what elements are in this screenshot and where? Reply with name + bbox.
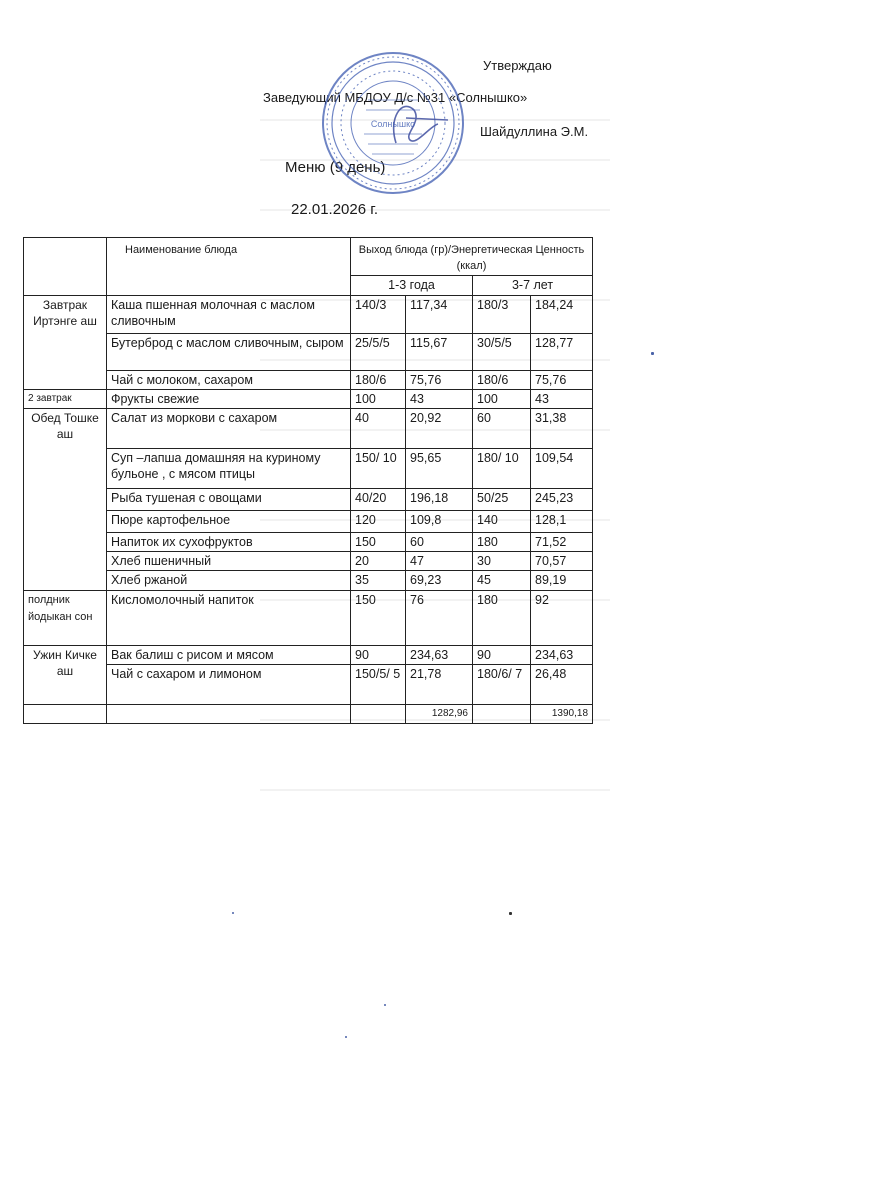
dish-name-header: Наименование блюда	[107, 238, 351, 296]
dish-name: Чай с сахаром и лимоном	[107, 665, 351, 705]
weight-1-3: 35	[351, 571, 406, 591]
table-row	[24, 571, 593, 591]
weight-1-3: 150	[351, 533, 406, 552]
weight-3-7: 30/5/5	[473, 334, 531, 371]
dish-name: Чай с молоком, сахаром	[107, 371, 351, 390]
totals-empty-cell	[24, 705, 107, 724]
weight-1-3: 180/6	[351, 371, 406, 390]
svg-text:Солнышко: Солнышко	[370, 119, 416, 129]
weight-1-3: 150/ 10	[351, 449, 406, 489]
weight-3-7: 180/6	[473, 371, 531, 390]
energy-3-7: 234,63	[531, 646, 593, 665]
approval-label: Утверждаю	[483, 58, 552, 73]
dish-name: Салат из моркови с сахаром	[107, 409, 351, 449]
weight-3-7: 180	[473, 533, 531, 552]
total-energy-3-7: 1390,18	[531, 705, 593, 724]
table-header-row	[24, 238, 593, 276]
meal-header-cell	[24, 238, 107, 296]
table-row	[24, 334, 593, 371]
energy-3-7: 128,77	[531, 334, 593, 371]
weight-1-3: 100	[351, 390, 406, 409]
dish-name: Суп –лапша домашняя на куриному бульоне , с мясом птицы	[107, 449, 351, 489]
scan-speck	[651, 352, 654, 355]
table-row	[24, 533, 593, 552]
scan-speck	[509, 912, 512, 915]
weight-3-7: 140	[473, 511, 531, 533]
table-row	[24, 552, 593, 571]
head-title: Заведующий МБДОУ Д/с №31 «Солнышко»	[263, 90, 528, 105]
energy-1-3: 117,34	[406, 296, 473, 334]
energy-3-7: 71,52	[531, 533, 593, 552]
energy-3-7: 245,23	[531, 489, 593, 511]
table-row	[24, 489, 593, 511]
energy-1-3: 20,92	[406, 409, 473, 449]
dish-name: Каша пшенная молочная с маслом сливочным	[107, 296, 351, 334]
energy-1-3: 69,23	[406, 571, 473, 591]
totals-empty-cell	[351, 705, 406, 724]
energy-3-7: 43	[531, 390, 593, 409]
weight-1-3: 40/20	[351, 489, 406, 511]
scan-speck	[232, 912, 234, 914]
energy-3-7: 31,38	[531, 409, 593, 449]
weight-3-7: 100	[473, 390, 531, 409]
weight-3-7: 90	[473, 646, 531, 665]
table-row	[24, 371, 593, 390]
table-row	[24, 409, 593, 449]
weight-1-3: 25/5/5	[351, 334, 406, 371]
weight-3-7: 45	[473, 571, 531, 591]
energy-1-3: 76	[406, 591, 473, 646]
weight-3-7: 180/ 10	[473, 449, 531, 489]
age-group-1-header: 1-3 года	[351, 276, 473, 296]
stamp-seal-icon	[318, 48, 468, 198]
totals-empty-cell	[107, 705, 351, 724]
menu-table	[23, 237, 593, 724]
energy-3-7: 109,54	[531, 449, 593, 489]
energy-3-7: 89,19	[531, 571, 593, 591]
energy-3-7: 75,76	[531, 371, 593, 390]
energy-1-3: 47	[406, 552, 473, 571]
dish-name: Бутерброд с маслом сливочным, сыром	[107, 334, 351, 371]
energy-3-7: 92	[531, 591, 593, 646]
menu-date: 22.01.2026 г.	[291, 201, 379, 218]
dish-name: Напиток их сухофруктов	[107, 533, 351, 552]
energy-1-3: 115,67	[406, 334, 473, 371]
energy-1-3: 75,76	[406, 371, 473, 390]
dish-name: Хлеб пшеничный	[107, 552, 351, 571]
output-header: Выход блюда (гр)/Энергетическая Ценность (ккал)	[351, 238, 593, 276]
table-row	[24, 296, 593, 334]
scan-speck	[345, 1036, 347, 1038]
energy-1-3: 196,18	[406, 489, 473, 511]
weight-1-3: 20	[351, 552, 406, 571]
energy-3-7: 128,1	[531, 511, 593, 533]
dish-name: Кисломолочный напиток	[107, 591, 351, 646]
weight-3-7: 50/25	[473, 489, 531, 511]
energy-3-7: 70,57	[531, 552, 593, 571]
weight-3-7: 180	[473, 591, 531, 646]
table-row	[24, 646, 593, 665]
energy-1-3: 43	[406, 390, 473, 409]
energy-1-3: 21,78	[406, 665, 473, 705]
weight-1-3: 150	[351, 591, 406, 646]
meal-label-breakfast: Завтрак Иртэнге аш	[24, 296, 107, 390]
official-stamp	[318, 48, 468, 198]
weight-3-7: 180/3	[473, 296, 531, 334]
meal-label-lunch: Обед Тошке аш	[24, 409, 107, 591]
energy-1-3: 95,65	[406, 449, 473, 489]
weight-1-3: 40	[351, 409, 406, 449]
meal-label-second-breakfast: 2 завтрак	[24, 390, 107, 409]
age-group-2-header: 3-7 лет	[473, 276, 593, 296]
meal-label-dinner: Ужин Кичке аш	[24, 646, 107, 705]
energy-1-3: 60	[406, 533, 473, 552]
dish-name: Фрукты свежие	[107, 390, 351, 409]
table-row	[24, 665, 593, 705]
weight-1-3: 150/5/ 5	[351, 665, 406, 705]
signer-name: Шайдуллина Э.М.	[480, 124, 589, 139]
weight-1-3: 120	[351, 511, 406, 533]
energy-3-7: 26,48	[531, 665, 593, 705]
energy-1-3: 109,8	[406, 511, 473, 533]
weight-1-3: 140/3	[351, 296, 406, 334]
dish-name: Рыба тушеная с овощами	[107, 489, 351, 511]
meal-label-snack: полдник йодыкан сон	[24, 591, 107, 646]
weight-1-3: 90	[351, 646, 406, 665]
scan-speck	[384, 1004, 386, 1006]
table-row	[24, 390, 593, 409]
weight-3-7: 60	[473, 409, 531, 449]
dish-name: Пюре картофельное	[107, 511, 351, 533]
table-row	[24, 591, 593, 646]
dish-name: Вак балиш с рисом и мясом	[107, 646, 351, 665]
energy-1-3: 234,63	[406, 646, 473, 665]
dish-name: Хлеб ржаной	[107, 571, 351, 591]
weight-3-7: 30	[473, 552, 531, 571]
weight-3-7: 180/6/ 7	[473, 665, 531, 705]
total-energy-1-3: 1282,96	[406, 705, 473, 724]
table-row	[24, 449, 593, 489]
energy-3-7: 184,24	[531, 296, 593, 334]
table-row	[24, 511, 593, 533]
menu-title: Меню (9 день)	[285, 159, 386, 176]
totals-empty-cell	[473, 705, 531, 724]
totals-row	[24, 705, 593, 724]
